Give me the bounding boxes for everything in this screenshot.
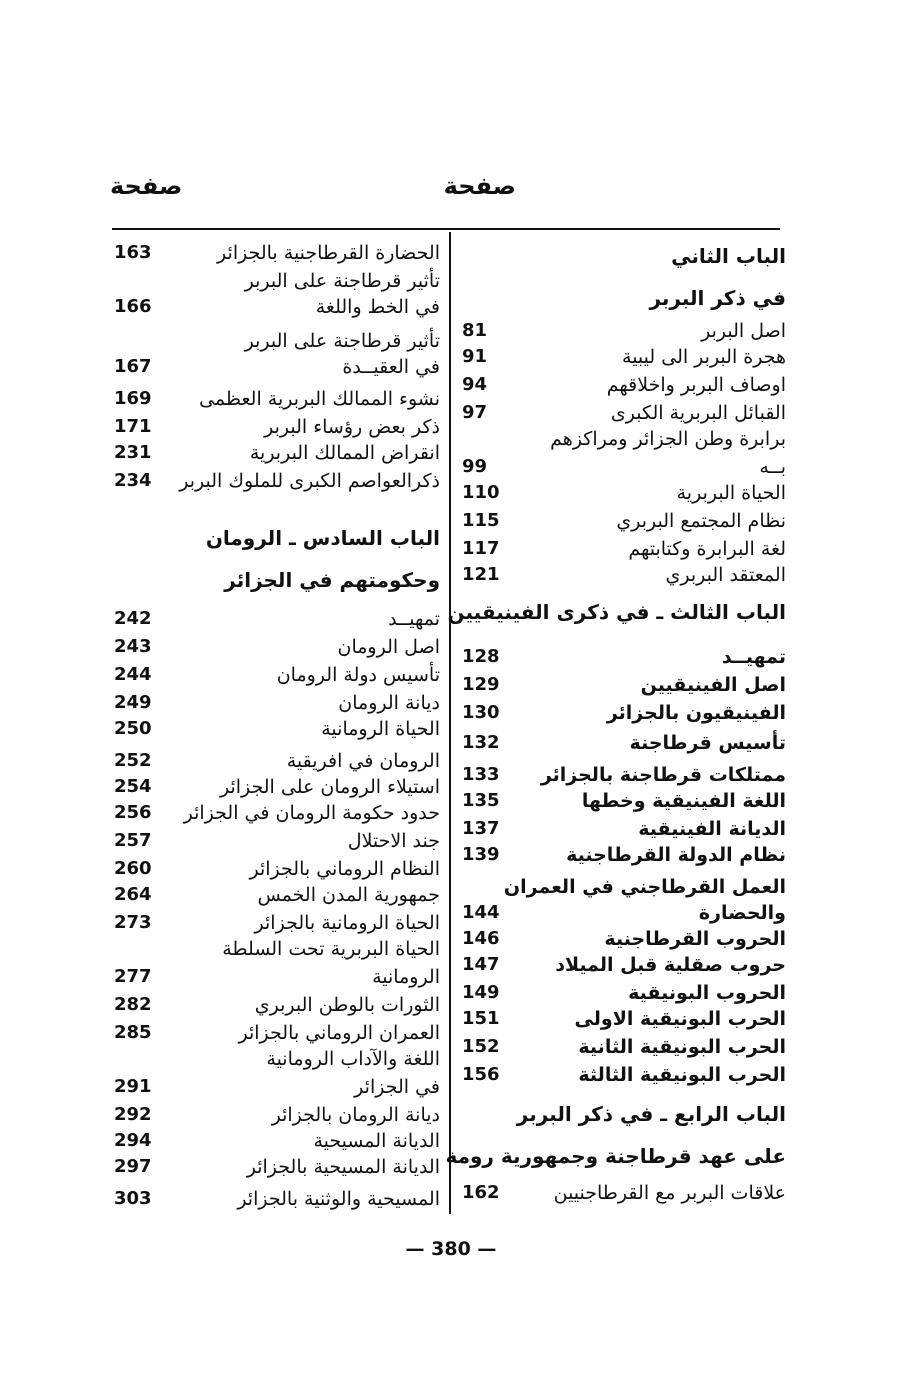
toc-entry[interactable]: [462, 980, 786, 1006]
toc-entry[interactable]: [462, 480, 786, 506]
toc-entry-title: الحرب البونيقية الاولى: [574, 1008, 786, 1030]
toc-entry-page: 231: [114, 442, 152, 463]
toc-entry[interactable]: [462, 400, 786, 426]
toc-entry-page: 291: [114, 1076, 152, 1097]
toc-entry-title: المعتقد البربري: [665, 564, 786, 586]
toc-entry-page: 137: [462, 818, 500, 839]
toc-entry-page: 146: [462, 928, 500, 949]
toc-entry[interactable]: [114, 1102, 440, 1128]
toc-entry-title: الرومانية: [372, 966, 440, 988]
toc-entry[interactable]: [114, 882, 440, 908]
toc-entry[interactable]: [114, 414, 440, 440]
toc-entry-title: جمهورية المدن الخمس: [257, 884, 440, 906]
toc-entry-title: الرومان في افريقية: [286, 750, 440, 772]
toc-entry[interactable]: [114, 1186, 440, 1212]
toc-entry-title: ديانة الرومان بالجزائر: [271, 1104, 440, 1126]
toc-entry-title: الحياة الرومانية بالجزائر: [254, 912, 440, 934]
toc-entry[interactable]: [114, 634, 440, 660]
toc-entry-page: 260: [114, 858, 152, 879]
toc-entry-page: 285: [114, 1022, 152, 1043]
toc-entry-title: العمران الروماني بالجزائر: [238, 1022, 440, 1044]
toc-entry[interactable]: [462, 1006, 786, 1032]
toc-entry-page: 163: [114, 242, 152, 263]
toc-entry-page: 294: [114, 1130, 152, 1151]
toc-entry-title: الثورات بالوطن البربري: [254, 994, 440, 1016]
toc-entry[interactable]: [114, 992, 440, 1018]
chapter-heading: الباب الثاني: [671, 244, 786, 268]
toc-entry-title: علاقات البربر مع القرطاجنيين: [553, 1182, 786, 1204]
toc-entry-page: 252: [114, 750, 152, 771]
toc-entry-title: تمهيــد: [721, 646, 786, 668]
toc-entry[interactable]: [114, 606, 440, 632]
toc-entry[interactable]: [462, 426, 786, 452]
toc-entry-page: 167: [114, 356, 152, 377]
toc-entry[interactable]: [462, 454, 786, 480]
toc-entry-page: 256: [114, 802, 152, 823]
page-number: — 380 —: [405, 1238, 497, 1260]
toc-entry-page: 97: [462, 402, 488, 423]
toc-entry-title: الحضارة القرطاجنية بالجزائر: [217, 242, 440, 264]
toc-entry-page: 243: [114, 636, 152, 657]
toc-entry-page: 292: [114, 1104, 152, 1125]
toc-entry-page: 242: [114, 608, 152, 629]
toc-entry[interactable]: [114, 1074, 440, 1100]
toc-entry-title: اصل الفينيقيين: [640, 674, 786, 696]
toc-entry-title: الحرب البونيقية الثانية: [578, 1036, 786, 1058]
toc-entry[interactable]: [114, 240, 440, 266]
toc-entry-title: اصل البربر: [701, 320, 786, 342]
toc-entry[interactable]: [462, 700, 786, 726]
toc-entry-page: 91: [462, 346, 488, 367]
toc-entry-title: استيلاء الرومان على الجزائر: [219, 776, 440, 798]
toc-entry[interactable]: [462, 926, 786, 952]
toc-entry-title: اصل الرومان: [337, 636, 440, 658]
toc-entry-page: 117: [462, 538, 500, 559]
toc-entry-title: الفينيقيون بالجزائر: [606, 702, 786, 724]
left-column-header: صفحة: [110, 172, 183, 200]
toc-entry[interactable]: [462, 952, 786, 978]
toc-entry-page: 162: [462, 1182, 500, 1203]
toc-entry-title: اوصاف البربر واخلاقهم: [606, 374, 786, 396]
toc-entry-page: 149: [462, 982, 500, 1003]
toc-entry[interactable]: [462, 372, 786, 398]
toc-entry-page: 297: [114, 1156, 152, 1177]
toc-entry-page: 277: [114, 966, 152, 987]
chapter-heading: الباب الثالث ـ في ذكرى الفينيقيين: [447, 600, 786, 624]
toc-entry[interactable]: [114, 294, 440, 320]
toc-entry-page: 169: [114, 388, 152, 409]
chapter-heading: في ذكر البربر: [649, 286, 786, 310]
toc-entry[interactable]: [462, 874, 786, 900]
toc-entry-title: المسيحية والوثنية بالجزائر: [237, 1188, 440, 1210]
toc-entry[interactable]: [462, 536, 786, 562]
toc-entry-page: 144: [462, 902, 500, 923]
toc-entry[interactable]: [114, 828, 440, 854]
toc-entry[interactable]: [114, 386, 440, 412]
toc-entry-page: 147: [462, 954, 500, 975]
toc-entry-title: اللغة الفينيقية وخطها: [581, 790, 786, 812]
right-column-header: صفحة: [443, 172, 516, 200]
toc-entry-page: 171: [114, 416, 152, 437]
toc-entry-page: 257: [114, 830, 152, 851]
toc-entry[interactable]: [114, 1020, 440, 1046]
toc-entry-title: الحياة البربرية تحت السلطة: [222, 938, 440, 960]
toc-entry-page: 156: [462, 1064, 500, 1085]
toc-entry-title: في الجزائر: [354, 1076, 440, 1098]
toc-entry[interactable]: [462, 900, 786, 926]
toc-entry-page: 234: [114, 470, 152, 491]
toc-entry-title: نشوء الممالك البربرية العظمى: [199, 388, 440, 410]
toc-entry-title: تمهيــد: [388, 608, 440, 630]
toc-entry-title: الحروب البونيقية: [628, 982, 786, 1004]
toc-entry-page: 133: [462, 764, 500, 785]
toc-entry[interactable]: [462, 318, 786, 344]
toc-entry-title: جند الاحتلال: [347, 830, 440, 852]
toc-entry-title: الديانة المسيحية: [313, 1130, 440, 1152]
toc-entry[interactable]: [114, 354, 440, 380]
toc-entry-title: في العقيــدة: [342, 356, 440, 378]
toc-entry[interactable]: [462, 1062, 786, 1088]
toc-entry[interactable]: [462, 816, 786, 842]
toc-entry-page: 254: [114, 776, 152, 797]
toc-entry-page: 132: [462, 732, 500, 753]
toc-entry[interactable]: [462, 1034, 786, 1060]
toc-entry-page: 264: [114, 884, 152, 905]
toc-entry[interactable]: [462, 730, 786, 756]
chapter-heading: وحكومتهم في الجزائر: [224, 568, 440, 592]
toc-entry-page: 139: [462, 844, 500, 865]
toc-entry-title: النظام الروماني بالجزائر: [249, 858, 440, 880]
toc-entry-title: ذكر بعض رؤساء البربر: [264, 416, 440, 438]
toc-entry-title: حدود حكومة الرومان في الجزائر: [183, 802, 440, 824]
toc-entry-title: هجرة البربر الى ليبية: [622, 346, 786, 368]
toc-entry[interactable]: [114, 910, 440, 936]
toc-entry-page: 152: [462, 1036, 500, 1057]
toc-entry-title: تأسيس قرطاجنة: [629, 732, 786, 754]
toc-entry-title: ممتلكات قرطاجنة بالجزائر: [540, 764, 786, 786]
toc-entry-title: بــه: [759, 456, 786, 478]
toc-entry-title: برابرة وطن الجزائر ومراكزهم: [550, 428, 786, 450]
toc-entry-title: ديانة الرومان: [338, 692, 440, 714]
toc-entry-page: 166: [114, 296, 152, 317]
toc-entry-title: الحياة البربرية: [676, 482, 786, 504]
header-rule: [112, 228, 780, 230]
toc-entry[interactable]: [462, 762, 786, 788]
toc-entry-page: 303: [114, 1188, 152, 1209]
toc-entry-page: 115: [462, 510, 500, 531]
toc-entry-page: 135: [462, 790, 500, 811]
toc-entry-page: 130: [462, 702, 500, 723]
toc-entry[interactable]: [114, 440, 440, 466]
toc-entry-title: الحياة الرومانية: [321, 718, 440, 740]
toc-entry-page: 249: [114, 692, 152, 713]
column-divider: [449, 232, 451, 1214]
toc-entry-title: الديانة الفينيقية: [638, 818, 786, 840]
chapter-heading: على عهد قرطاجنة وجمهورية رومة: [445, 1144, 786, 1168]
toc-entry[interactable]: [114, 1046, 440, 1072]
toc-entry-page: 129: [462, 674, 500, 695]
toc-entry[interactable]: [114, 800, 440, 826]
chapter-heading: الباب السادس ـ الرومان: [205, 526, 440, 550]
toc-entry[interactable]: [462, 344, 786, 370]
toc-entry[interactable]: [462, 508, 786, 534]
toc-entry[interactable]: [462, 1180, 786, 1206]
toc-entry-page: 94: [462, 374, 488, 395]
toc-entry-title: الحرب البونيقية الثالثة: [578, 1064, 786, 1086]
toc-entry-page: 273: [114, 912, 152, 933]
toc-entry[interactable]: [114, 1128, 440, 1154]
toc-entry-title: اللغة والآداب الرومانية: [266, 1048, 440, 1070]
toc-entry[interactable]: [462, 672, 786, 698]
toc-entry-title: حروب صقلية قبل الميلاد: [555, 954, 786, 976]
toc-entry-title: الحروب القرطاجنية: [604, 928, 786, 950]
toc-entry-page: 244: [114, 664, 152, 685]
toc-entry-title: نظام المجتمع البربري: [616, 510, 786, 532]
toc-entry[interactable]: [114, 748, 440, 774]
toc-entry-page: 250: [114, 718, 152, 739]
toc-entry-title: انقراض الممالك البربرية: [249, 442, 440, 464]
toc-entry-page: 151: [462, 1008, 500, 1029]
toc-entry[interactable]: [114, 1154, 440, 1180]
toc-entry-page: 128: [462, 646, 500, 667]
toc-entry-title: والحضارة: [698, 902, 786, 924]
toc-entry-page: 99: [462, 456, 488, 477]
toc-entry-title: ذكرالعواصم الكبرى للملوك البربر: [179, 470, 440, 492]
toc-entry-title: الديانة المسيحية بالجزائر: [246, 1156, 440, 1178]
toc-entry-title: نظام الدولة القرطاجنية: [566, 844, 786, 866]
toc-entry[interactable]: [114, 716, 440, 742]
chapter-heading: الباب الرابع ـ في ذكر البربر: [516, 1102, 786, 1126]
toc-entry-page: 110: [462, 482, 500, 503]
toc-entry[interactable]: [114, 662, 440, 688]
toc-entry[interactable]: [114, 936, 440, 962]
toc-entry[interactable]: [114, 268, 440, 294]
toc-entry[interactable]: [114, 328, 440, 354]
toc-entry-title: في الخط واللغة: [315, 296, 440, 318]
toc-entry-title: العمل القرطاجني في العمران: [503, 876, 786, 898]
toc-entry[interactable]: [462, 562, 786, 588]
toc-entry-page: 282: [114, 994, 152, 1015]
toc-entry-title: القبائل البربرية الكبرى: [610, 402, 786, 424]
toc-entry[interactable]: [114, 774, 440, 800]
toc-entry[interactable]: [462, 644, 786, 670]
toc-entry[interactable]: [114, 856, 440, 882]
toc-entry[interactable]: [462, 788, 786, 814]
toc-entry-title: تأسيس دولة الرومان: [276, 664, 440, 686]
toc-entry[interactable]: [114, 964, 440, 990]
toc-entry-title: تأثير قرطاجنة على البربر: [244, 270, 440, 292]
toc-entry-title: تأثير قرطاجنة على البربر: [244, 330, 440, 352]
toc-entry-page: 81: [462, 320, 488, 341]
toc-entry[interactable]: [114, 468, 440, 494]
toc-entry[interactable]: [462, 842, 786, 868]
toc-entry[interactable]: [114, 690, 440, 716]
toc-entry-title: لغة البرابرة وكتابتهم: [628, 538, 786, 560]
toc-entry-page: 121: [462, 564, 500, 585]
